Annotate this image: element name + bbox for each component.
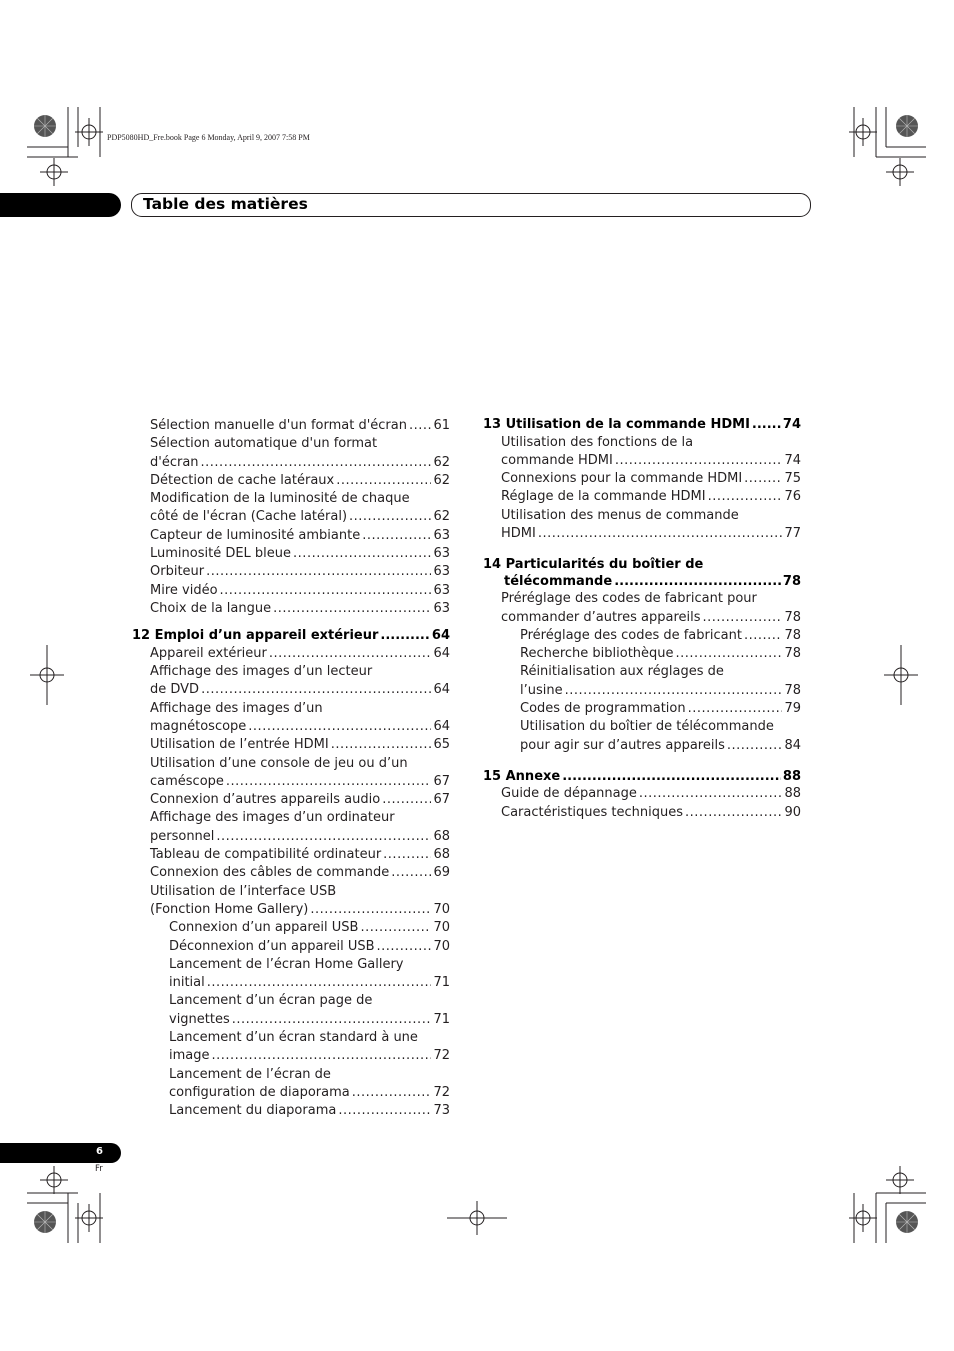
toc-chapter-14[interactable] xyxy=(483,557,801,590)
toc-page-number: 72 xyxy=(433,1084,450,1100)
toc-entry[interactable] xyxy=(132,527,450,545)
chapter-page: 78 xyxy=(782,573,801,589)
toc-page-number: 75 xyxy=(784,471,801,487)
chapter-title: 12 Emploi d’un appareil extérieur xyxy=(132,628,379,644)
toc-page-number: 67 xyxy=(433,773,450,789)
dot-leader xyxy=(248,718,431,736)
toc-entry-text: Modification de la luminosité de chaque xyxy=(150,491,410,507)
toc-entry-text: Utilisation des menus de commande xyxy=(501,507,739,523)
toc-entry[interactable] xyxy=(132,992,450,1029)
toc-page-number: 68 xyxy=(433,847,450,863)
chapter-title: 13 Utilisation de la commande HDMI xyxy=(483,417,750,432)
toc-entry[interactable] xyxy=(132,582,450,600)
header-tab-marker xyxy=(0,193,121,217)
dot-leader xyxy=(362,527,431,545)
toc-entry-text: magnétoscope xyxy=(150,718,247,734)
toc-page-number: 61 xyxy=(433,418,450,433)
toc-entry[interactable] xyxy=(483,590,801,627)
toc-entry-text: l’usine xyxy=(520,682,563,698)
dot-leader xyxy=(338,1102,431,1120)
toc-page-number: 70 xyxy=(433,938,450,954)
toc-entry-text: Réglage de la commande HDMI xyxy=(501,489,706,505)
toc-page-number: 67 xyxy=(433,792,450,808)
toc-entry-text: Lancement de l’écran de xyxy=(169,1066,331,1082)
dot-leader xyxy=(382,791,431,809)
toc-entry-text: Connexion d’autres appareils audio xyxy=(150,792,381,808)
toc-entry[interactable] xyxy=(483,434,801,471)
toc-entry-text: Luminosité DEL bleue xyxy=(150,546,292,562)
dot-leader xyxy=(727,737,783,755)
dot-leader xyxy=(639,785,783,803)
toc-entry[interactable] xyxy=(132,956,450,993)
toc-entry-text: Lancement d’un écran standard à une xyxy=(169,1030,418,1045)
dot-leader xyxy=(688,700,783,718)
toc-chapter-13[interactable] xyxy=(483,417,801,434)
toc-entry-text: Utilisation de l’interface USB xyxy=(150,883,337,899)
toc-entry[interactable] xyxy=(483,663,801,700)
toc-entry[interactable] xyxy=(132,938,450,956)
dot-leader xyxy=(232,1011,432,1029)
toc-entry-text: caméscope xyxy=(150,773,224,789)
toc-page-number: 63 xyxy=(433,527,450,543)
toc-entry-text: Utilisation des fonctions de la xyxy=(501,434,694,450)
toc-entry-text: Codes de programmation xyxy=(520,701,686,717)
toc-entry[interactable] xyxy=(132,663,450,700)
dot-leader xyxy=(391,864,431,882)
dot-leader xyxy=(360,919,431,937)
toc-entry-text: Affichage des images d’un xyxy=(150,700,323,716)
toc-entry-text: image xyxy=(169,1048,210,1064)
toc-page-number: 71 xyxy=(433,975,450,991)
toc-entry[interactable] xyxy=(132,700,450,737)
toc-left-column xyxy=(132,417,450,1120)
dot-leader xyxy=(207,974,432,992)
toc-entry[interactable] xyxy=(132,864,450,882)
toc-entry-text: initial xyxy=(169,975,205,991)
toc-entry[interactable] xyxy=(132,1029,450,1066)
toc-page-number: 69 xyxy=(433,865,450,881)
dot-leader xyxy=(293,545,431,563)
toc-page-number: 68 xyxy=(433,828,450,844)
toc-page-number: 78 xyxy=(784,682,801,698)
toc-entry-text: Utilisation d’une console de jeu ou d’un xyxy=(150,755,408,771)
toc-page-number: 64 xyxy=(433,682,450,698)
toc-entry[interactable] xyxy=(483,507,801,544)
toc-entry-text: vignettes xyxy=(169,1011,230,1027)
toc-chapter-15[interactable] xyxy=(483,769,801,786)
toc-entry[interactable] xyxy=(483,645,801,663)
toc-entry-text: Affichage des images d’un lecteur xyxy=(150,664,373,680)
toc-page-number: 72 xyxy=(433,1048,450,1064)
dot-leader xyxy=(703,609,783,627)
toc-page-number: 65 xyxy=(433,737,450,753)
toc-page-number: 77 xyxy=(784,525,801,541)
toc-page-number: 74 xyxy=(784,452,801,468)
dot-leader xyxy=(565,682,783,700)
toc-page-number: 79 xyxy=(784,701,801,717)
toc-entry[interactable] xyxy=(132,417,450,435)
toc-entry[interactable] xyxy=(483,488,801,506)
toc-entry[interactable] xyxy=(132,435,450,472)
toc-page-number: 64 xyxy=(433,718,450,734)
page-title: Table des matières xyxy=(143,195,308,213)
toc-entry[interactable] xyxy=(483,785,801,803)
toc-entry-text: Réinitialisation aux réglages de xyxy=(520,664,724,680)
dot-leader xyxy=(352,1084,432,1102)
dot-leader xyxy=(226,773,432,791)
toc-page-number: 70 xyxy=(433,901,450,917)
language-code: Fr xyxy=(95,1164,103,1174)
toc-entry-text: Lancement de l’écran Home Gallery xyxy=(169,956,404,972)
toc-entry-text: Utilisation du boîtier de télécommande xyxy=(520,719,774,735)
toc-entry-text: Appareil extérieur xyxy=(150,645,267,661)
toc-entry-text: Connexion des câbles de commande xyxy=(150,865,390,881)
toc-entry[interactable] xyxy=(132,883,450,920)
toc-entry[interactable] xyxy=(132,645,450,663)
toc-entry-text: Sélection automatique d'un format xyxy=(150,436,378,452)
toc-entry-text: Déconnexion d’un appareil USB xyxy=(169,938,375,954)
toc-page-number: 71 xyxy=(433,1011,450,1027)
dot-leader xyxy=(615,452,783,470)
chapter-title: 15 Annexe xyxy=(483,768,561,784)
toc-entry[interactable] xyxy=(483,627,801,645)
page-number: 6 xyxy=(96,1146,103,1157)
toc-entry[interactable] xyxy=(483,804,801,822)
toc-entry-text: de DVD xyxy=(150,682,200,698)
toc-entry-text: Préréglage des codes de fabricant pour xyxy=(501,591,757,607)
toc-entry-text: Utilisation de l’entrée HDMI xyxy=(150,737,329,753)
toc-entry-text: Préréglage des codes de fabricant xyxy=(520,627,742,643)
toc-entry[interactable] xyxy=(132,545,450,563)
toc-entry[interactable] xyxy=(132,809,450,846)
toc-entry-text: HDMI xyxy=(501,525,536,541)
toc-entry-text: commande HDMI xyxy=(501,452,613,468)
toc-entry-text: Connexions pour la commande HDMI xyxy=(501,471,743,487)
toc-entry-text: Lancement du diaporama xyxy=(169,1103,337,1119)
toc-entry-text: Mire vidéo xyxy=(150,582,218,598)
toc-page-number: 76 xyxy=(784,489,801,505)
dot-leader xyxy=(685,804,782,822)
toc-entry[interactable] xyxy=(483,700,801,718)
toc-entry-text: d'écran xyxy=(150,454,199,470)
dot-leader xyxy=(206,563,431,581)
toc-entry-text: pour agir sur d’autres appareils xyxy=(520,737,725,753)
toc-page-number: 84 xyxy=(784,737,801,753)
dot-leader xyxy=(201,454,432,472)
dot-leader xyxy=(310,901,431,919)
toc-entry-text: Connexion d’un appareil USB xyxy=(169,920,359,936)
dot-leader xyxy=(377,938,432,956)
toc-entry-text: Tableau de compatibilité ordinateur xyxy=(150,847,382,863)
toc-entry-text: Lancement d’un écran page de xyxy=(169,993,373,1009)
toc-entry-text: (Fonction Home Gallery) xyxy=(150,901,309,917)
chapter-title: 14 Particularités du boîtier de xyxy=(483,557,704,573)
toc-entry-text: Caractéristiques techniques xyxy=(501,804,684,820)
toc-page-number: 78 xyxy=(784,646,801,662)
toc-page-number: 62 xyxy=(433,454,450,470)
toc-entry-text: Recherche bibliothèque xyxy=(520,646,674,662)
dot-leader xyxy=(349,508,431,526)
toc-entry[interactable] xyxy=(132,490,450,527)
toc-entry[interactable] xyxy=(132,736,450,754)
toc-entry-text: personnel xyxy=(150,828,215,844)
toc-entry[interactable] xyxy=(132,563,450,581)
dot-leader xyxy=(331,736,432,754)
dot-leader xyxy=(269,645,432,663)
dot-leader xyxy=(336,472,431,490)
toc-entry[interactable] xyxy=(132,919,450,937)
dot-leader xyxy=(676,645,783,663)
dot-leader xyxy=(744,470,782,488)
toc-page-number: 63 xyxy=(433,564,450,580)
toc-entry-text: Guide de dépannage xyxy=(501,786,637,802)
toc-entry[interactable] xyxy=(132,1066,450,1103)
toc-entry[interactable] xyxy=(132,600,450,618)
toc-entry[interactable] xyxy=(483,718,801,755)
toc-entry-text: Capteur de luminosité ambiante xyxy=(150,527,361,543)
toc-entry-text: Sélection manuelle d'un format d'écran xyxy=(150,418,407,433)
toc-entry[interactable] xyxy=(483,470,801,488)
toc-entry[interactable] xyxy=(132,846,450,864)
toc-entry[interactable] xyxy=(132,1102,450,1120)
chapter-title-cont: télécommande xyxy=(504,573,613,589)
toc-page-number: 90 xyxy=(784,804,801,820)
dot-leader xyxy=(273,600,431,618)
dot-leader xyxy=(744,627,783,645)
toc-entry[interactable] xyxy=(132,755,450,792)
dot-leader xyxy=(216,828,431,846)
toc-entry-text: Orbiteur xyxy=(150,564,205,580)
dot-leader xyxy=(409,417,431,435)
toc-page-number: 64 xyxy=(433,645,450,661)
toc-entry-text: configuration de diaporama xyxy=(169,1084,350,1100)
print-slug: PDP5080HD_Fre.book Page 6 Monday, April 9, 2007 7:58 PM xyxy=(107,133,310,142)
chapter-page: 64 xyxy=(431,628,450,644)
toc-page-number: 62 xyxy=(433,472,450,488)
toc-page-number: 78 xyxy=(784,627,801,643)
chapter-page: 74 xyxy=(782,417,801,432)
toc-page-number: 63 xyxy=(433,600,450,616)
toc-right-column xyxy=(483,417,801,822)
dot-leader xyxy=(220,582,432,600)
toc-entry[interactable] xyxy=(132,472,450,490)
dot-leader xyxy=(201,681,431,699)
toc-page-number: 63 xyxy=(433,546,450,562)
toc-entry-text: Affichage des images d’un ordinateur xyxy=(150,810,395,826)
toc-entry[interactable] xyxy=(132,791,450,809)
toc-page-number: 62 xyxy=(433,509,450,525)
toc-page-number: 70 xyxy=(433,920,450,936)
toc-page-number: 88 xyxy=(784,786,801,802)
toc-entry-text: Choix de la langue xyxy=(150,600,272,616)
dot-leader xyxy=(212,1047,432,1065)
toc-page-number: 63 xyxy=(433,582,450,598)
toc-page-number: 73 xyxy=(433,1103,450,1119)
toc-entry-text: commander d’autres appareils xyxy=(501,609,701,625)
dot-leader xyxy=(383,846,431,864)
chapter-page: 88 xyxy=(782,768,801,784)
toc-entry-text: Détection de cache latéraux xyxy=(150,472,335,488)
dot-leader xyxy=(538,525,783,543)
toc-page-number: 78 xyxy=(784,609,801,625)
dot-leader xyxy=(708,488,783,506)
toc-chapter-12[interactable] xyxy=(132,628,450,645)
toc-entry-text: côté de l'écran (Cache latéral) xyxy=(150,509,348,525)
